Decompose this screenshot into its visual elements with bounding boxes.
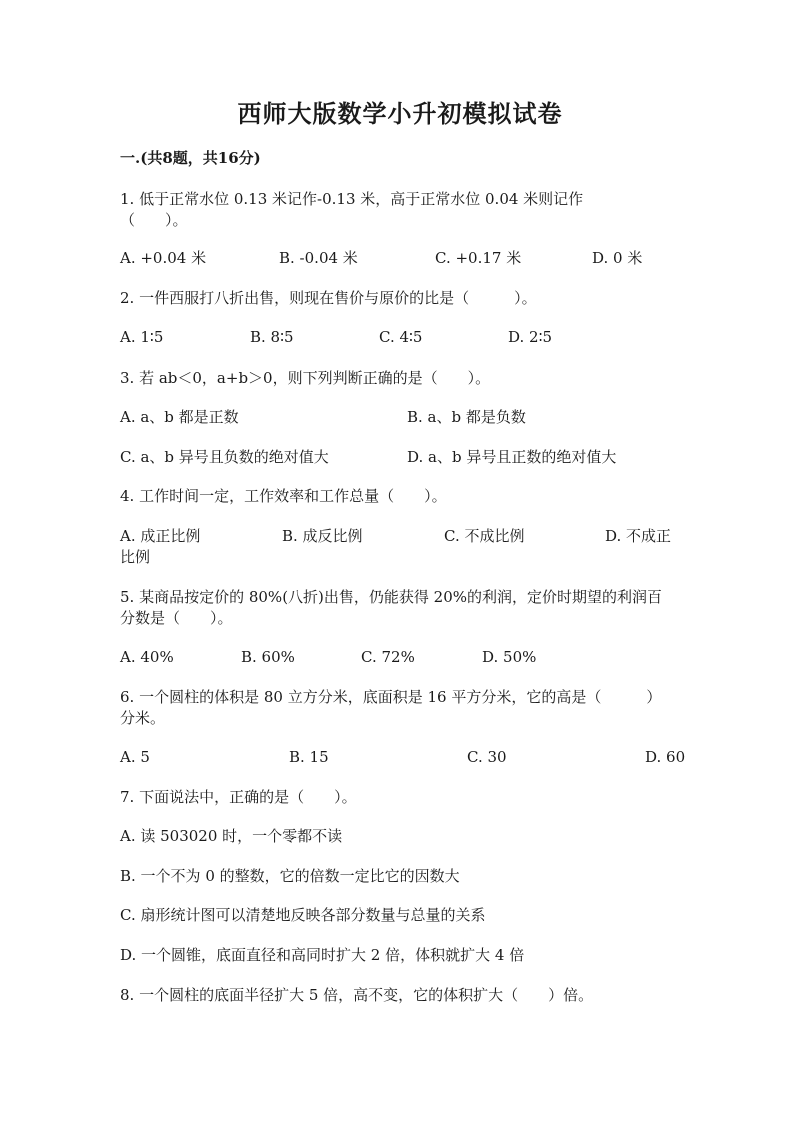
question-1-option-b: B. -0.04 米 (279, 249, 358, 267)
question-3-option-b: B. a、b 都是负数 (407, 408, 526, 426)
question-6-option-d: D. 60 (645, 748, 686, 766)
question-2-option-c: C. 4∶5 (379, 328, 423, 346)
question-1-text-continued: （ ）。 (120, 211, 188, 229)
question-3-option-c: C. a、b 异号且负数的绝对值大 (120, 448, 329, 466)
question-8-text: 8. 一个圆柱的底面半径扩大 5 倍，高不变，它的体积扩大（ ）倍。 (120, 986, 594, 1004)
question-5-text: 5. 某商品按定价的 80%(八折)出售，仍能获得 20%的利润，定价时期望的利润百 (120, 588, 663, 606)
question-2-option-d: D. 2∶5 (508, 328, 553, 346)
question-6-option-a: A. 5 (120, 748, 150, 766)
question-1-option-a: A. +0.04 米 (120, 249, 207, 267)
question-6-option-b: B. 15 (289, 748, 329, 766)
question-3-option-d: D. a、b 异号且正数的绝对值大 (407, 448, 617, 466)
question-4-option-c: C. 不成比例 (444, 527, 525, 545)
question-1-text: 1. 低于正常水位 0.13 米记作-0.13 米，高于正常水位 0.04 米则记作 (120, 190, 584, 208)
question-2-option-a: A. 1∶5 (120, 328, 164, 346)
question-4-option-d-continued: 比例 (120, 548, 151, 566)
question-5-option-b: B. 60% (241, 648, 295, 666)
question-6-option-c: C. 30 (467, 748, 507, 766)
question-7-option-d: D. 一个圆锥，底面直径和高同时扩大 2 倍，体积就扩大 4 倍 (120, 946, 525, 964)
question-5-option-c: C. 72% (361, 648, 415, 666)
section-heading: 一.(共8题，共16分) (120, 149, 261, 167)
question-5-text-continued: 分数是（ ）。 (120, 609, 233, 627)
question-4-option-b: B. 成反比例 (282, 527, 363, 545)
question-1-option-d: D. 0 米 (592, 249, 643, 267)
question-3-text: 3. 若 ab＜0，a+b＞0，则下列判断正确的是（ ）。 (120, 369, 491, 387)
question-3-option-a: A. a、b 都是正数 (120, 408, 239, 426)
question-5-option-d: D. 50% (482, 648, 537, 666)
question-4-option-a: A. 成正比例 (120, 527, 201, 545)
page-title: 西师大版数学小升初模拟试卷 (237, 99, 563, 128)
question-6-text: 6. 一个圆柱的体积是 80 立方分米，底面积是 16 平方分米，它的高是（ ） (120, 688, 662, 706)
question-5-option-a: A. 40% (120, 648, 174, 666)
question-2-option-b: B. 8∶5 (250, 328, 294, 346)
question-2-text: 2. 一件西服打八折出售，则现在售价与原价的比是（ ）。 (120, 289, 537, 307)
question-1-option-c: C. +0.17 米 (435, 249, 522, 267)
question-4-text: 4. 工作时间一定，工作效率和工作总量（ ）。 (120, 487, 447, 505)
question-4-option-d: D. 不成正 (605, 527, 672, 545)
question-7-text: 7. 下面说法中，正确的是（ ）。 (120, 788, 357, 806)
question-7-option-b: B. 一个不为 0 的整数，它的倍数一定比它的因数大 (120, 867, 460, 885)
question-7-option-c: C. 扇形统计图可以清楚地反映各部分数量与总量的关系 (120, 906, 486, 924)
question-6-text-continued: 分米。 (120, 709, 166, 727)
question-7-option-a: A. 读 503020 时，一个零都不读 (120, 827, 343, 845)
